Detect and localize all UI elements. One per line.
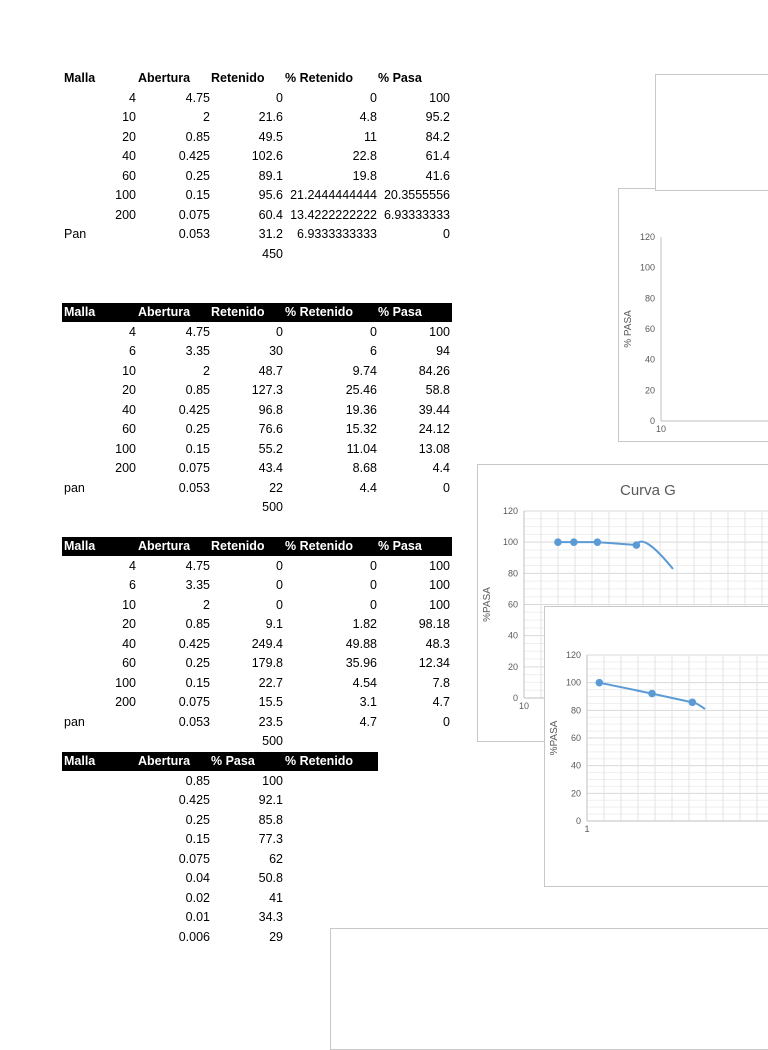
cell-retenido[interactable]: 127.3: [251, 383, 283, 397]
cell-pasa[interactable]: 34.3: [258, 910, 283, 924]
y-tick-label: 20: [570, 788, 581, 799]
cell-pct-retenido[interactable]: 15.32: [345, 422, 377, 436]
cell-malla-label[interactable]: pan: [64, 480, 85, 495]
table-row: [0, 713, 450, 732]
cell-abertura[interactable]: 0.075: [178, 851, 210, 866]
table-row: [0, 772, 450, 791]
data-point: [648, 690, 656, 698]
table-row: [0, 206, 450, 225]
cell-abertura[interactable]: 0.02: [185, 890, 210, 905]
chart-svg: [545, 607, 768, 886]
y-tick-label: 0: [512, 693, 518, 703]
cell-abertura[interactable]: 0.25: [185, 656, 210, 670]
cell-pct-retenido[interactable]: 19.36: [345, 402, 377, 417]
cell-malla[interactable]: 200: [115, 695, 136, 709]
table-row: [0, 615, 450, 634]
cell-abertura[interactable]: 0.15: [185, 675, 210, 690]
cell-total[interactable]: 500: [262, 500, 283, 514]
cell-pct-retenido[interactable]: 4.54: [352, 675, 377, 690]
column-header[interactable]: Malla: [64, 539, 96, 553]
cell-retenido[interactable]: 96.8: [258, 402, 283, 417]
y-tick-label: 80: [570, 705, 581, 716]
cell-pct-retenido[interactable]: 21.2444444444: [290, 188, 377, 202]
data-point: [633, 541, 641, 549]
cell-retenido[interactable]: 22: [269, 480, 283, 495]
cell-retenido[interactable]: 102.6: [251, 149, 283, 163]
cell-pct-retenido[interactable]: 0: [370, 324, 377, 339]
table-row: [0, 362, 450, 381]
cell-pasa[interactable]: 100: [262, 773, 283, 788]
cell-abertura[interactable]: 0.425: [178, 149, 210, 163]
cell-retenido[interactable]: 0: [276, 597, 283, 612]
column-header[interactable]: Retenido: [211, 71, 265, 85]
cell-pct-pasa[interactable]: 20.3555556: [383, 188, 450, 202]
cell-abertura[interactable]: 3.35: [185, 578, 210, 592]
table-row: [0, 186, 450, 205]
column-header[interactable]: Abertura: [138, 539, 191, 553]
cell-malla[interactable]: 4: [129, 324, 136, 339]
table-row: [0, 850, 450, 869]
cell-abertura[interactable]: 0.85: [185, 383, 210, 397]
cell-retenido[interactable]: 0: [276, 90, 283, 105]
cell-abertura[interactable]: 0.075: [178, 695, 210, 709]
cell-pct-retenido[interactable]: 35.96: [345, 656, 377, 670]
y-tick-label: 80: [507, 568, 518, 579]
cell-abertura[interactable]: 0.85: [185, 617, 210, 631]
cell-malla[interactable]: 200: [115, 461, 136, 475]
cell-abertura[interactable]: 0.075: [178, 207, 210, 222]
cell-pct-pasa[interactable]: 98.18: [418, 617, 450, 631]
table-header-row: [62, 303, 452, 322]
column-header[interactable]: Abertura: [138, 305, 191, 319]
cell-pct-retenido[interactable]: 6.9333333333: [297, 227, 377, 241]
table-row: [0, 167, 450, 186]
table-row: [0, 693, 450, 712]
cell-retenido[interactable]: 95.6: [258, 188, 283, 202]
data-point: [570, 538, 578, 546]
cell-pct-pasa[interactable]: 94: [436, 344, 450, 358]
cell-total[interactable]: 500: [262, 734, 283, 748]
cell-retenido[interactable]: 0: [276, 578, 283, 592]
cell-abertura[interactable]: 4.75: [185, 558, 210, 573]
cell-pct-pasa[interactable]: 4.7: [432, 695, 450, 709]
cell-abertura[interactable]: 2: [203, 110, 210, 124]
table-row: [0, 147, 450, 166]
cell-abertura[interactable]: 0.25: [185, 422, 210, 436]
y-tick-label: 120: [639, 232, 655, 242]
cell-pct-retenido[interactable]: 0: [370, 90, 377, 105]
cell-pasa[interactable]: 85.8: [258, 812, 283, 827]
table-row: [0, 791, 450, 810]
table-row: [0, 225, 450, 244]
column-header[interactable]: % Pasa: [378, 71, 422, 85]
cell-abertura[interactable]: 0.01: [185, 910, 210, 924]
y-tick-label: 60: [644, 324, 655, 334]
chart-title: Curva G: [620, 482, 676, 499]
cell-pasa[interactable]: 92.1: [258, 793, 283, 807]
data-point: [554, 538, 562, 546]
cell-pct-pasa[interactable]: 100: [429, 578, 450, 592]
table-row: [0, 420, 450, 439]
cell-abertura[interactable]: 0.04: [185, 871, 210, 885]
data-point: [594, 538, 602, 546]
y-tick-label: 100: [565, 677, 581, 688]
cell-abertura[interactable]: 0.053: [178, 714, 210, 729]
x-tick-label: 1: [584, 824, 590, 834]
cell-malla[interactable]: 200: [115, 207, 136, 222]
chart-gradation-3[interactable]: [544, 606, 768, 887]
cell-pct-retenido[interactable]: 4.4: [359, 480, 377, 495]
y-tick-label: 40: [644, 354, 655, 365]
cell-malla[interactable]: 40: [122, 149, 136, 163]
column-header[interactable]: % Pasa: [211, 752, 255, 771]
column-header[interactable]: % Retenido: [285, 539, 354, 553]
cell-malla[interactable]: 20: [122, 617, 136, 631]
cell-pct-pasa[interactable]: 6.93333333: [383, 207, 450, 222]
cell-pct-pasa[interactable]: 100: [429, 324, 450, 339]
y-tick-label: 0: [649, 416, 655, 426]
table-total-row: [0, 732, 450, 751]
cell-malla[interactable]: 40: [122, 402, 136, 417]
cell-malla-label[interactable]: pan: [64, 714, 85, 729]
table-row: [0, 889, 450, 908]
cell-malla[interactable]: 4: [129, 558, 136, 573]
cell-pct-retenido[interactable]: 4.7: [359, 714, 377, 729]
y-tick-label: 80: [644, 293, 655, 304]
table-row: [0, 869, 450, 888]
cell-malla[interactable]: 40: [122, 636, 136, 651]
table-row: [0, 323, 450, 342]
cell-pct-pasa[interactable]: 0: [443, 227, 450, 241]
cell-pct-retenido[interactable]: 4.8: [359, 110, 377, 124]
cell-pct-pasa[interactable]: 58.8: [425, 383, 450, 397]
cell-pasa[interactable]: 77.3: [258, 832, 283, 846]
table-row: [0, 479, 450, 498]
cell-abertura[interactable]: 3.35: [185, 344, 210, 358]
cell-total[interactable]: 450: [262, 246, 283, 261]
table-row: [0, 576, 450, 595]
column-header[interactable]: Malla: [64, 752, 95, 771]
cell-abertura[interactable]: 4.75: [185, 324, 210, 339]
table-header-row: [62, 537, 452, 556]
column-header[interactable]: Malla: [64, 305, 96, 319]
cell-pct-retenido[interactable]: 1.82: [352, 617, 377, 631]
y-tick-label: 0: [575, 816, 581, 826]
cell-abertura[interactable]: 0.425: [178, 402, 210, 417]
cell-pct-retenido[interactable]: 19.8: [352, 168, 377, 183]
y-tick-label: 120: [502, 506, 518, 516]
cell-pct-pasa[interactable]: 84.2: [425, 129, 450, 144]
cell-malla[interactable]: 4: [129, 90, 136, 105]
cell-pct-pasa[interactable]: 13.08: [418, 441, 450, 456]
cell-pct-pasa[interactable]: 4.4: [432, 461, 450, 475]
cell-malla[interactable]: 10: [122, 363, 136, 378]
table-row: [0, 830, 450, 849]
cell-pct-retenido[interactable]: 0: [370, 558, 377, 573]
x-tick-label: 10: [655, 424, 667, 434]
table-header-row: [62, 752, 378, 771]
cell-retenido[interactable]: 0: [276, 558, 283, 573]
table-total-row: [0, 245, 450, 264]
cell-pasa[interactable]: 62: [269, 851, 283, 866]
y-tick-label: 60: [507, 599, 518, 610]
table-total-row: [0, 498, 450, 517]
table-row: [0, 342, 450, 361]
cell-pct-pasa[interactable]: 48.3: [425, 636, 450, 651]
cell-retenido[interactable]: 89.1: [258, 168, 283, 183]
data-point: [596, 679, 604, 687]
table-row: [0, 557, 450, 576]
column-header[interactable]: Retenido: [211, 539, 265, 553]
y-tick-label: 100: [502, 537, 518, 548]
cell-pasa[interactable]: 41: [269, 890, 283, 905]
cell-abertura[interactable]: 0.15: [185, 832, 210, 846]
cell-retenido[interactable]: 55.2: [258, 441, 283, 456]
cell-retenido[interactable]: 76.6: [258, 422, 283, 436]
y-axis-title: %PASA: [482, 587, 493, 622]
cell-malla[interactable]: 100: [115, 675, 136, 690]
cell-malla[interactable]: 20: [122, 383, 136, 397]
column-header[interactable]: % Retenido: [285, 305, 354, 319]
cell-abertura[interactable]: 0.25: [185, 168, 210, 183]
cell-pct-retenido[interactable]: 13.4222222222: [290, 207, 377, 222]
cell-pct-retenido[interactable]: 8.68: [352, 461, 377, 475]
cell-retenido[interactable]: 60.4: [258, 207, 283, 222]
y-tick-label: 100: [639, 262, 655, 273]
cell-retenido[interactable]: 49.5: [258, 129, 283, 144]
cell-pct-retenido[interactable]: 25.46: [345, 383, 377, 397]
cell-pasa[interactable]: 50.8: [258, 871, 283, 885]
cell-pct-pasa[interactable]: 7.8: [432, 675, 450, 690]
table-row: [0, 381, 450, 400]
y-tick-label: 40: [507, 630, 518, 641]
cell-malla[interactable]: 20: [122, 129, 136, 144]
cell-abertura[interactable]: 0.053: [178, 227, 210, 241]
table-row: [0, 128, 450, 147]
cell-abertura[interactable]: 0.15: [185, 188, 210, 202]
cell-retenido[interactable]: 9.1: [265, 617, 283, 631]
cell-abertura[interactable]: 0.15: [185, 441, 210, 456]
y-tick-label: 40: [570, 760, 581, 771]
table-row: [0, 596, 450, 615]
cell-pct-pasa[interactable]: 100: [429, 597, 450, 612]
cell-abertura[interactable]: 0.075: [178, 461, 210, 475]
table-row: [0, 440, 450, 459]
cell-malla[interactable]: 60: [122, 422, 136, 436]
cell-malla[interactable]: 60: [122, 168, 136, 183]
cell-pct-retenido[interactable]: 49.88: [345, 636, 377, 651]
column-header[interactable]: Retenido: [211, 305, 265, 319]
cell-pct-pasa[interactable]: 41.6: [425, 168, 450, 183]
cell-pct-pasa[interactable]: 0: [443, 480, 450, 495]
chart-svg: [619, 189, 768, 441]
column-header[interactable]: % Retenido: [285, 752, 353, 771]
data-point: [689, 699, 697, 707]
cell-pct-retenido[interactable]: 9.74: [352, 363, 377, 378]
cell-pct-pasa[interactable]: 0: [443, 714, 450, 729]
cell-abertura[interactable]: 4.75: [185, 90, 210, 105]
cell-pct-pasa[interactable]: 100: [429, 558, 450, 573]
cell-abertura[interactable]: 0.425: [178, 636, 210, 651]
table-row: [0, 89, 450, 108]
cell-malla[interactable]: 10: [122, 110, 136, 124]
cell-abertura[interactable]: 0.25: [185, 812, 210, 827]
cell-pct-pasa[interactable]: 84.26: [418, 363, 450, 378]
cell-pct-retenido[interactable]: 22.8: [352, 149, 377, 163]
cell-retenido[interactable]: 43.4: [258, 461, 283, 475]
cell-retenido[interactable]: 21.6: [258, 110, 283, 124]
table-row: [0, 635, 450, 654]
cell-retenido[interactable]: 30: [269, 344, 283, 358]
cell-pasa[interactable]: 29: [269, 929, 283, 944]
cell-pct-pasa[interactable]: 12.34: [418, 656, 450, 670]
cell-pct-retenido[interactable]: 0: [370, 578, 377, 592]
cell-abertura[interactable]: 2: [203, 597, 210, 612]
column-header[interactable]: % Retenido: [285, 71, 354, 85]
cell-retenido[interactable]: 48.7: [258, 363, 283, 378]
cell-pct-pasa[interactable]: 61.4: [425, 149, 450, 163]
x-tick-label: 10: [518, 701, 530, 711]
cell-malla[interactable]: 6: [129, 578, 136, 592]
table-row: [0, 674, 450, 693]
y-axis-title: %PASA: [549, 720, 560, 756]
y-tick-label: 20: [507, 661, 518, 672]
table-row: [0, 459, 450, 478]
chart-panel-bottom[interactable]: [330, 928, 768, 1050]
chart-gradation-1[interactable]: [618, 188, 768, 442]
column-header[interactable]: Abertura: [138, 71, 191, 85]
cell-retenido[interactable]: 15.5: [258, 695, 283, 709]
y-axis-title: % PASA: [623, 310, 634, 348]
table-row: [0, 108, 450, 127]
table-header-row: [62, 69, 452, 88]
cell-retenido[interactable]: 23.5: [258, 714, 283, 729]
cell-malla[interactable]: 60: [122, 656, 136, 670]
column-header[interactable]: % Pasa: [378, 305, 422, 319]
table-row: [0, 654, 450, 673]
cell-pct-pasa[interactable]: 39.44: [418, 402, 450, 417]
column-header[interactable]: Abertura: [138, 752, 190, 771]
column-header[interactable]: Malla: [64, 71, 96, 85]
cell-abertura[interactable]: 0.053: [178, 480, 210, 495]
cell-pct-pasa[interactable]: 100: [429, 90, 450, 105]
cell-retenido[interactable]: 31.2: [258, 227, 283, 241]
cell-malla[interactable]: 100: [115, 188, 136, 202]
cell-retenido[interactable]: 249.4: [251, 636, 283, 651]
cell-abertura[interactable]: 0.85: [185, 129, 210, 144]
cell-pct-retenido[interactable]: 11.04: [346, 441, 377, 456]
column-header[interactable]: % Pasa: [378, 539, 422, 553]
table-row: [0, 908, 450, 927]
chart-panel-top[interactable]: [655, 74, 768, 191]
cell-malla[interactable]: 10: [122, 597, 136, 612]
table-row: [0, 811, 450, 830]
cell-malla[interactable]: 6: [129, 344, 136, 358]
cell-pct-retenido[interactable]: 6: [370, 344, 377, 358]
cell-retenido[interactable]: 22.7: [258, 675, 283, 690]
cell-retenido[interactable]: 0: [276, 324, 283, 339]
cell-abertura[interactable]: 0.006: [178, 929, 210, 944]
cell-malla-label[interactable]: Pan: [64, 227, 87, 241]
cell-pct-retenido[interactable]: 11: [364, 129, 377, 144]
cell-abertura[interactable]: 2: [203, 363, 210, 378]
cell-pct-pasa[interactable]: 95.2: [425, 110, 450, 124]
cell-abertura[interactable]: 0.85: [185, 773, 210, 788]
y-tick-label: 20: [644, 385, 655, 396]
cell-retenido[interactable]: 179.8: [251, 656, 283, 670]
cell-malla[interactable]: 100: [115, 441, 136, 456]
cell-abertura[interactable]: 0.425: [178, 793, 210, 807]
cell-pct-retenido[interactable]: 0: [370, 597, 377, 612]
y-tick-label: 60: [570, 733, 581, 743]
cell-pct-pasa[interactable]: 24.12: [418, 422, 450, 436]
table-row: [0, 401, 450, 420]
cell-pct-retenido[interactable]: 3.1: [359, 695, 377, 709]
y-tick-label: 120: [565, 650, 581, 660]
